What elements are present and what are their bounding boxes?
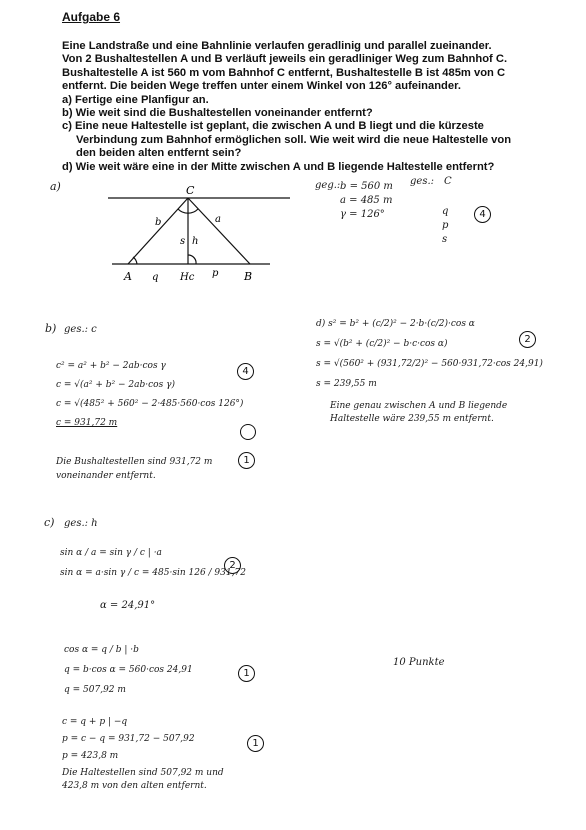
sought-list [442, 205, 448, 247]
question-c-cont: Verbindung zum Bahnhof ermöglichen soll. Wie weit wird die neue Haltestelle von [76, 133, 512, 146]
part-c-p [62, 714, 195, 765]
part-c-label: c) [44, 516, 55, 529]
sought-p: p [442, 220, 449, 231]
s-root: s = √(b² + (c/2)² − b·c·cos α) [316, 339, 448, 349]
task-title: Aufgabe 6 [62, 10, 121, 24]
c-sum: c = q + p | −q [62, 717, 128, 727]
sought-s: s [442, 234, 448, 245]
part-a-label: a) [50, 180, 61, 193]
part-b-answer [56, 455, 212, 483]
question-b: b) Wie weit sind die Bushaltestellen voneinander entfernt? [62, 107, 373, 120]
question-a: a) Fertige eine Planfigur an. [62, 93, 209, 106]
score-badge-c3: 1 [247, 735, 264, 752]
segment-h-label: h [192, 236, 199, 247]
part-c-sine [60, 543, 246, 583]
intro-line: Von 2 Bushaltestellen A und B verläuft jeweils ein geradliniger Weg zum Bahnhof C. [62, 53, 508, 66]
total-points: 10 Punkte [393, 657, 445, 668]
p-result: p = 423,8 m [62, 751, 119, 761]
q-formula: q = b·cos α = 560·cos 24,91 [64, 665, 193, 675]
s-squared: s² = b² + (c/2)² − 2·b·(c/2)·cos α [328, 319, 475, 329]
answer-line: voneinander entfernt. [56, 471, 156, 481]
given-values [340, 180, 393, 222]
sought-label: ges.: [410, 176, 434, 187]
score-badge-d: 2 [519, 331, 536, 348]
part-d-answer [330, 400, 507, 426]
segment-s-label: s [180, 236, 186, 247]
answer-line: Die Bushaltestellen sind 931,72 m [56, 457, 213, 467]
side-a-label: a [215, 214, 221, 225]
part-b-sought: ges.: c [64, 324, 97, 335]
answer-line: Eine genau zwischen A und B liegende [330, 401, 508, 411]
given-label: geg.: [315, 180, 341, 191]
part-b-calc [56, 357, 243, 433]
point-b-label: B [244, 270, 253, 283]
intro-line: entfernt. Die beiden Wege treffen unter einem Winkel von 126° aufeinander. [62, 80, 461, 93]
segment-p-label: p [212, 268, 219, 279]
sought-q: q [442, 206, 449, 217]
segment-q-label: q [152, 272, 159, 283]
intro-line: Bushaltestelle A ist 560 m vom Bahnhof C entfernt, Bushaltestelle B ist 485m von C [62, 66, 506, 79]
correction-mark-icon [240, 424, 256, 440]
point-hc-label: Hc [180, 272, 195, 283]
s-substituted: s = √(560² + (931,72/2)² − 560·931,72·cos 24,91) [316, 359, 543, 369]
part-c-q [64, 640, 193, 700]
c-result: c = 931,72 m [56, 418, 118, 428]
question-c: c) Eine neue Haltestelle ist geplant, die zwischen A und B liegt und die kürzeste [62, 120, 484, 133]
part-b-label: b) [45, 322, 57, 335]
sin-alpha: sin α = a·sin γ / c = 485·sin 126 / 931,72 [60, 568, 246, 578]
given-a: a = 485 m [340, 195, 393, 206]
intro-line: Eine Landstraße und eine Bahnlinie verlaufen geradlinig und parallel zueinander. [62, 40, 492, 52]
score-badge-b2: 1 [238, 452, 255, 469]
point-a-label: A [124, 270, 132, 283]
part-d-calc [316, 314, 543, 394]
part-c-sought: ges.: h [64, 518, 98, 529]
side-b-label: b [155, 217, 162, 228]
law-of-cosines: c² = a² + b² − 2ab·cos γ [56, 361, 166, 371]
c-substituted: c = √(485² + 560² − 2·485·560·cos 126°) [56, 399, 244, 409]
answer-line: Haltestelle wäre 239,55 m entfernt. [330, 414, 494, 424]
c-root: c = √(a² + b² − 2ab·cos γ) [56, 380, 175, 390]
score-badge-c1: 2 [224, 557, 241, 574]
answer-line: 423,8 m von den alten entfernt. [62, 781, 207, 791]
question-c-cont: den beiden alten entfernt sein? [76, 147, 242, 160]
answer-line: Die Haltestellen sind 507,92 m und [62, 768, 224, 778]
given-b: b = 560 m [340, 181, 393, 192]
law-of-sines: sin α / a = sin γ / c | ·a [60, 548, 162, 558]
score-badge-a: 4 [474, 206, 491, 223]
sought-c: C [444, 176, 452, 187]
part-d-formula [316, 314, 543, 334]
score-badge-c2: 1 [238, 665, 255, 682]
given-gamma: γ = 126° [340, 209, 385, 220]
cos-alpha: cos α = q / b | ·b [64, 645, 139, 655]
s-result: s = 239,55 m [316, 379, 377, 389]
part-d-label: d) [316, 319, 326, 329]
alpha-result: α = 24,91° [100, 600, 156, 611]
p-formula: p = c − q = 931,72 − 507,92 [62, 734, 195, 744]
q-result: q = 507,92 m [64, 685, 126, 695]
part-c-answer [62, 767, 224, 793]
question-d: d) Wie weit wäre eine in der Mitte zwischen A und B liegende Haltestelle entfernt? [62, 160, 495, 173]
point-c-label: C [186, 184, 195, 197]
score-badge-b1: 4 [237, 363, 254, 380]
